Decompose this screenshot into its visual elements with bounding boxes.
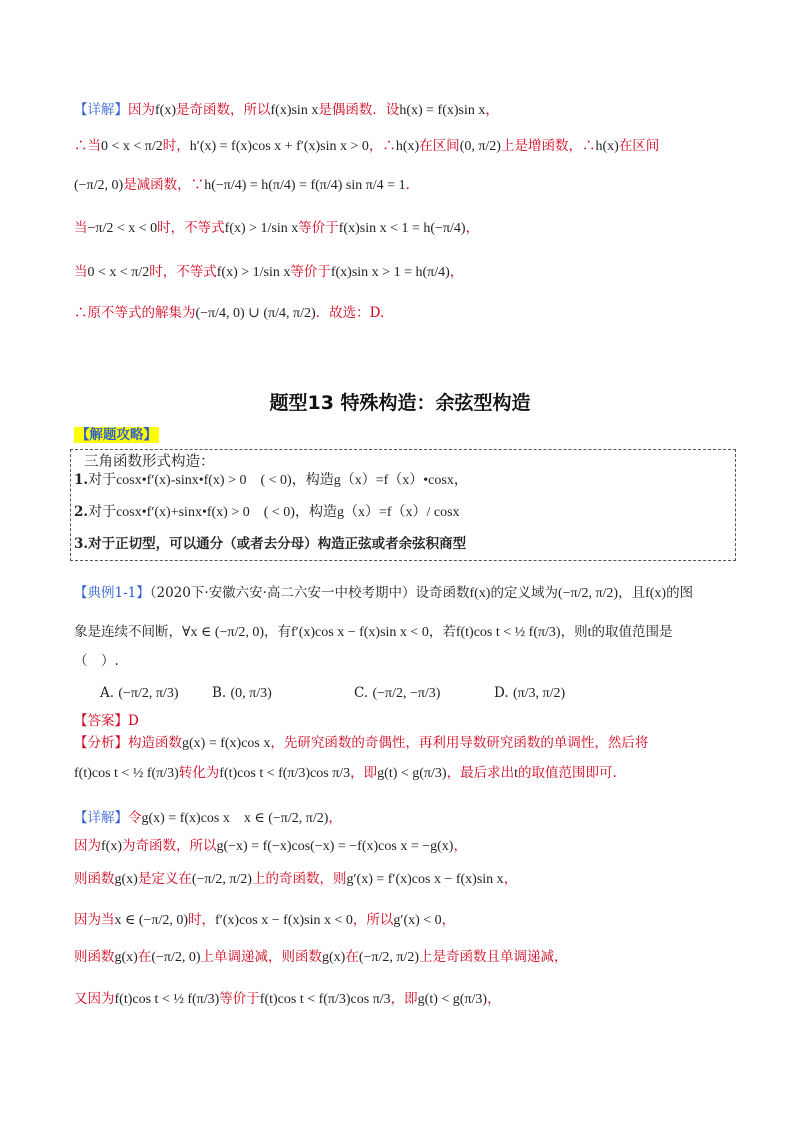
detail2-line-4: 因为当x ∈ (−π/2, 0)时，f′(x)cos x − f(x)sin x < 0，所以g′(x) < 0， [74,912,456,928]
detail2-line-1: 【详解】令g(x) = f(x)cos x x ∈ (−π/2, π/2)， [74,810,342,826]
strategy-tag: 【解题攻略】 [76,427,157,443]
analysis-line-1: 【分析】构造函数g(x) = f(x)cos x，先研究函数的奇偶性，再利用导数研究函数的单调性，然后将 [74,735,649,751]
analysis-tag: 【分析】 [74,735,128,751]
analysis-line-2: f(t)cos t < ½ f(π/3)转化为f(t)cos t < f(π/3)cos π/3，即g(t) < g(π/3)，最后求出t的取值范围即可. [74,765,617,781]
example-options [100,683,565,704]
detail-tag: 【详解】 [74,102,128,118]
detail-line-6: ∴原不等式的解集为(−π/4, 0) ∪ (π/4, π/2)．故选：D. [74,305,385,321]
detail-line-2: ∴当0 < x < π/2时，h′(x) = f(x)cos x + f′(x)sin x > 0，∴h(x)在区间(0, π/2)上是增函数，∴h(x)在区间 [74,138,660,154]
detail2-line-2: 因为f(x)为奇函数，所以g(−x) = f(−x)cos(−x) = −f(x)cos x = −g(x)， [74,838,467,854]
detail-line-4: 当−π/2 < x < 0时，不等式f(x) > 1/sin x等价于f(x)sin x < 1 = h(−π/4)， [74,220,480,236]
example-line-2: 象是连续不间断，∀x ∈ (−π/2, 0)，有f′(x)cos x − f(x)sin x < 0，若f(t)cos t < ½ f(π/3)，则t的取值范围是 [74,624,673,640]
box-heading: 三角函数形式构造： [84,454,215,470]
answer-value: D [128,713,139,729]
example-line-1: 【典例1-1】（2020下·安徽六安·高二六安一中校考期中）设奇函数f(x)的定义域为(−π/2, π/2)，且f(x)的图 [74,585,694,601]
option-d: D. (π/3, π/2) [494,685,566,701]
detail-line-5: 当0 < x < π/2时，不等式f(x) > 1/sin x等价于f(x)sin x > 1 = h(π/4)， [74,264,464,280]
option-a: A. (−π/2, π/3) [100,685,179,701]
example-line-3: （ ）. [74,653,119,669]
strategy-tag-line [74,425,159,445]
option-b: B. (0, π/3) [212,685,272,701]
detail-line-1: 【详解】因为f(x)是奇函数，所以f(x)sin x是偶函数．设h(x) = f(x)sin x， [74,102,499,118]
box-item-3: 3.对于正切型，可以通分（或者去分母）构造正弦或者余弦积商型 [74,536,467,552]
option-c: C. (−π/2, −π/3) [354,685,441,701]
box-item-2: 2.对于cosx•f′(x)+sinx•f(x) > 0 ( < 0)，构造g（x）=f（x）/ cosx [74,504,460,520]
detail2-tag: 【详解】 [74,810,128,826]
detail2-line-6: 又因为f(t)cos t < ½ f(π/3)等价于f(t)cos t < f(π/3)cos π/3，即g(t) < g(π/3)， [74,991,501,1007]
detail2-line-3: 则函数g(x)是定义在(−π/2, π/2)上的奇函数，则g′(x) = f′(x)cos x − f(x)sin x， [74,871,518,887]
detail2-line-5: 则函数g(x)在(−π/2, 0)上单调递减，则函数g(x)在(−π/2, π/2)上是奇函数且单调递减， [74,949,568,965]
section-title: 题型13 特殊构造：余弦型构造 [269,392,531,414]
answer-line [74,711,139,731]
answer-tag: 【答案】 [74,713,128,729]
example-tag: 【典例1-1】 [74,585,150,601]
box-item-1: 1.对于cosx•f′(x)-sinx•f(x) > 0 ( < 0)，构造g（x）=f（x）•cosx， [74,472,468,488]
detail-line-3: (−π/2, 0)是减函数，∵h(−π/4) = h(π/4) = f(π/4) sin π/4 = 1． [74,177,420,193]
